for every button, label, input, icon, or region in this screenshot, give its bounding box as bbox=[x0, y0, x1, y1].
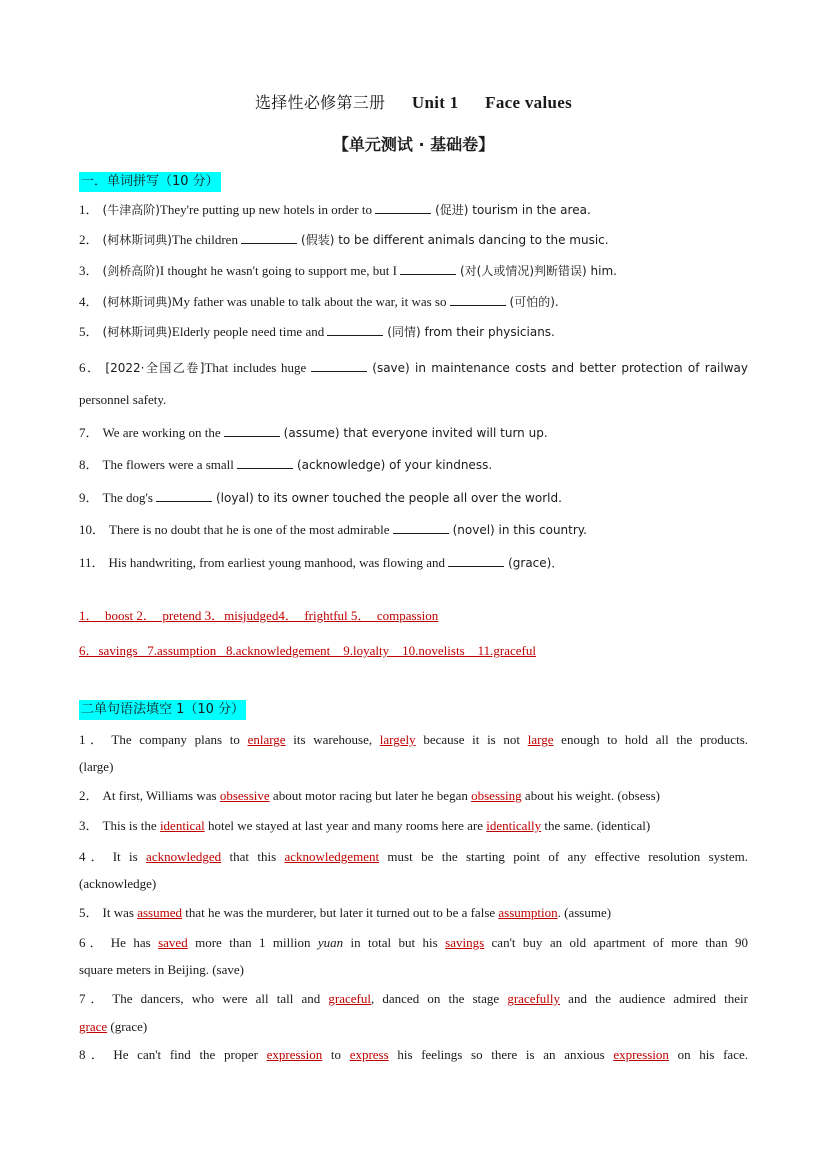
question-number: 5． bbox=[79, 905, 99, 920]
question-number: 8． bbox=[79, 457, 99, 472]
question-text: that this bbox=[221, 849, 285, 864]
answer-blank bbox=[327, 323, 383, 336]
answer-blank bbox=[375, 201, 431, 214]
question-hint: (可怕的). bbox=[505, 295, 559, 309]
question-source: (柯林斯词典) bbox=[102, 233, 172, 247]
filled-answer: identical bbox=[159, 818, 205, 833]
question-number: 3． bbox=[79, 818, 99, 833]
question-hint: (假装) to be different animals dancing to the music. bbox=[297, 233, 609, 247]
question-text: that he was the murderer, but later it turned out to be a false bbox=[181, 905, 499, 920]
question-continuation: personnel safety. bbox=[79, 392, 167, 407]
question-source: [2022·全国乙卷] bbox=[105, 361, 205, 375]
answer-blank bbox=[237, 456, 293, 469]
question-number: 9． bbox=[79, 490, 99, 505]
question-hint: (save) in maintenance costs and better protection of railway bbox=[366, 361, 748, 375]
question-text: The children bbox=[171, 232, 242, 247]
answer-blank bbox=[450, 293, 506, 306]
question-text: This is the bbox=[102, 818, 160, 833]
answer-blank bbox=[224, 424, 280, 437]
question-text: hotel we stayed at last year and many rooms here are bbox=[204, 818, 487, 833]
italic-word: yuan bbox=[317, 935, 344, 950]
question-text: . (assume) bbox=[557, 905, 612, 920]
spelling-question bbox=[79, 201, 748, 219]
grammar-question bbox=[79, 848, 748, 866]
question-text: It is bbox=[112, 849, 147, 864]
question-text: There is no doubt that he is one of the most admirable bbox=[109, 522, 393, 537]
filled-answer: obsessing bbox=[471, 788, 522, 803]
question-text: on his face. bbox=[668, 1047, 748, 1062]
section1-answers-line2: 6．savings 7.assumption 8.acknowledgement 9.loyalty 10.novelists 11.graceful bbox=[79, 643, 536, 658]
spelling-question bbox=[79, 554, 748, 572]
question-number: 2． bbox=[79, 788, 99, 803]
question-text: (grace) bbox=[107, 1019, 148, 1034]
answer-blank bbox=[241, 231, 297, 244]
question-text: He can't find the proper bbox=[113, 1047, 267, 1062]
question-text: its warehouse, bbox=[285, 732, 380, 747]
answer-blank bbox=[400, 262, 456, 275]
answer-blank bbox=[448, 554, 504, 567]
question-text: The dancers, who were all tall and bbox=[112, 991, 329, 1006]
question-text: , danced on the stage bbox=[371, 991, 508, 1006]
question-text: My father was unable to talk about the war, it was so bbox=[171, 294, 450, 309]
filled-answer: enlarge bbox=[247, 732, 286, 747]
question-number: 6． bbox=[79, 935, 107, 950]
question-text: and the audience admired their bbox=[560, 991, 748, 1006]
grammar-question bbox=[79, 817, 748, 835]
filled-answer: express bbox=[349, 1047, 389, 1062]
filled-answer: acknowledged bbox=[146, 849, 222, 864]
spelling-question bbox=[79, 262, 748, 280]
question-text: must be the starting point of any effective resolution system. bbox=[379, 849, 748, 864]
section1-answers-line1: 1． boost 2． pretend 3．misjudged4． frightful 5． compassion bbox=[79, 608, 439, 623]
spelling-question bbox=[79, 293, 748, 311]
grammar-question bbox=[79, 904, 748, 922]
spelling-question bbox=[79, 359, 748, 377]
question-hint: (对(人或情况)判断错误) him. bbox=[456, 264, 617, 278]
question-number: 4． bbox=[79, 849, 109, 864]
question-text: The dog's bbox=[102, 490, 157, 505]
question-text: about motor racing but later he began bbox=[269, 788, 472, 803]
question-number: 5． bbox=[79, 324, 99, 339]
filled-answer: expression bbox=[613, 1047, 669, 1062]
title-book: 选择性必修第三册 bbox=[254, 93, 386, 112]
filled-answer: assumed bbox=[137, 905, 182, 920]
question-number: 7． bbox=[79, 425, 99, 440]
question-hint: (同情) from their physicians. bbox=[383, 325, 555, 339]
filled-answer: graceful bbox=[328, 991, 371, 1006]
grammar-question bbox=[79, 731, 748, 749]
question-number: 7． bbox=[79, 991, 109, 1006]
question-source: (柯林斯词典) bbox=[102, 325, 172, 339]
filled-answer: expression bbox=[266, 1047, 323, 1062]
section1-heading: 一．单词拼写（10 分） bbox=[79, 172, 221, 192]
question-text: can't buy an old apartment of more than 90 bbox=[484, 935, 748, 950]
question-text: It was bbox=[102, 905, 138, 920]
question-continuation: (acknowledge) bbox=[79, 876, 157, 891]
question-text: We are working on the bbox=[102, 425, 224, 440]
page-subtitle: 【单元测试 · 基础卷】 bbox=[332, 135, 495, 154]
question-text: his feelings so there is an anxious bbox=[388, 1047, 614, 1062]
spelling-question bbox=[79, 424, 748, 442]
question-text: His handwriting, from earliest young manhood, was flowing and bbox=[108, 555, 449, 570]
filled-answer: identically bbox=[486, 818, 542, 833]
question-continuation: (large) bbox=[79, 759, 114, 774]
grammar-question bbox=[79, 1046, 748, 1064]
answer-blank bbox=[311, 359, 367, 372]
question-text: more than 1 million bbox=[187, 935, 318, 950]
question-source: (柯林斯词典) bbox=[102, 295, 172, 309]
question-text: in total but his bbox=[343, 935, 446, 950]
question-text: I thought he wasn't going to support me, but I bbox=[159, 263, 401, 278]
question-number: 4． bbox=[79, 294, 99, 309]
filled-answer: assumption bbox=[498, 905, 558, 920]
section2-heading: 二单句语法填空 1（10 分） bbox=[79, 700, 246, 720]
grammar-question bbox=[79, 787, 748, 805]
question-text: The flowers were a small bbox=[102, 457, 238, 472]
question-hint: (assume) that everyone invited will turn up. bbox=[279, 426, 548, 440]
spelling-question bbox=[79, 521, 748, 539]
filled-answer: grace bbox=[79, 1019, 108, 1034]
filled-answer: gracefully bbox=[507, 991, 561, 1006]
question-hint: (grace)． bbox=[504, 556, 564, 570]
spelling-question bbox=[79, 323, 748, 341]
grammar-question bbox=[79, 934, 748, 952]
page-title bbox=[79, 90, 748, 113]
question-text: about his weight. (obsess) bbox=[521, 788, 660, 803]
answer-blank bbox=[393, 521, 449, 534]
filled-answer: savings bbox=[445, 935, 485, 950]
question-number: 3． bbox=[79, 263, 99, 278]
filled-answer: acknowledgement bbox=[284, 849, 380, 864]
question-text: He has bbox=[110, 935, 159, 950]
question-hint: (acknowledge) of your kindness. bbox=[293, 458, 493, 472]
question-hint: (促进) tourism in the area. bbox=[431, 203, 591, 217]
grammar-question bbox=[79, 990, 748, 1008]
question-continuation bbox=[79, 1018, 748, 1036]
question-number: 11． bbox=[79, 555, 105, 570]
question-continuation: square meters in Beijing. (save) bbox=[79, 962, 244, 977]
filled-answer: large bbox=[527, 732, 554, 747]
question-text: They're putting up new hotels in order to bbox=[159, 202, 376, 217]
filled-answer: obsessive bbox=[219, 788, 270, 803]
question-text: the same. (identical) bbox=[541, 818, 651, 833]
spelling-question bbox=[79, 489, 748, 507]
question-source: (剑桥高阶) bbox=[102, 264, 160, 278]
spelling-question bbox=[79, 231, 748, 249]
question-text: That includes huge bbox=[204, 360, 311, 375]
title-unit: Unit 1 bbox=[411, 93, 459, 112]
question-number: 8． bbox=[79, 1047, 110, 1062]
question-text: enough to hold all the products. bbox=[553, 732, 748, 747]
answer-blank bbox=[156, 489, 212, 502]
question-number: 10． bbox=[79, 522, 106, 537]
question-text: At first, Williams was bbox=[102, 788, 220, 803]
question-number: 6． bbox=[79, 360, 102, 375]
question-text: to bbox=[322, 1047, 350, 1062]
question-number: 2． bbox=[79, 232, 99, 247]
spelling-question bbox=[79, 456, 748, 474]
filled-answer: saved bbox=[158, 935, 188, 950]
filled-answer: largely bbox=[379, 732, 416, 747]
question-source: (牛津高阶) bbox=[102, 203, 160, 217]
title-topic: Face values bbox=[485, 93, 573, 112]
question-text: The company plans to bbox=[111, 732, 248, 747]
question-text: Elderly people need time and bbox=[171, 324, 328, 339]
question-hint: (loyal) to its owner touched the people all over the world. bbox=[212, 491, 562, 505]
question-number: 1． bbox=[79, 732, 108, 747]
question-number: 1． bbox=[79, 202, 99, 217]
question-text: because it is not bbox=[415, 732, 528, 747]
question-hint: (novel) in this country. bbox=[448, 523, 587, 537]
